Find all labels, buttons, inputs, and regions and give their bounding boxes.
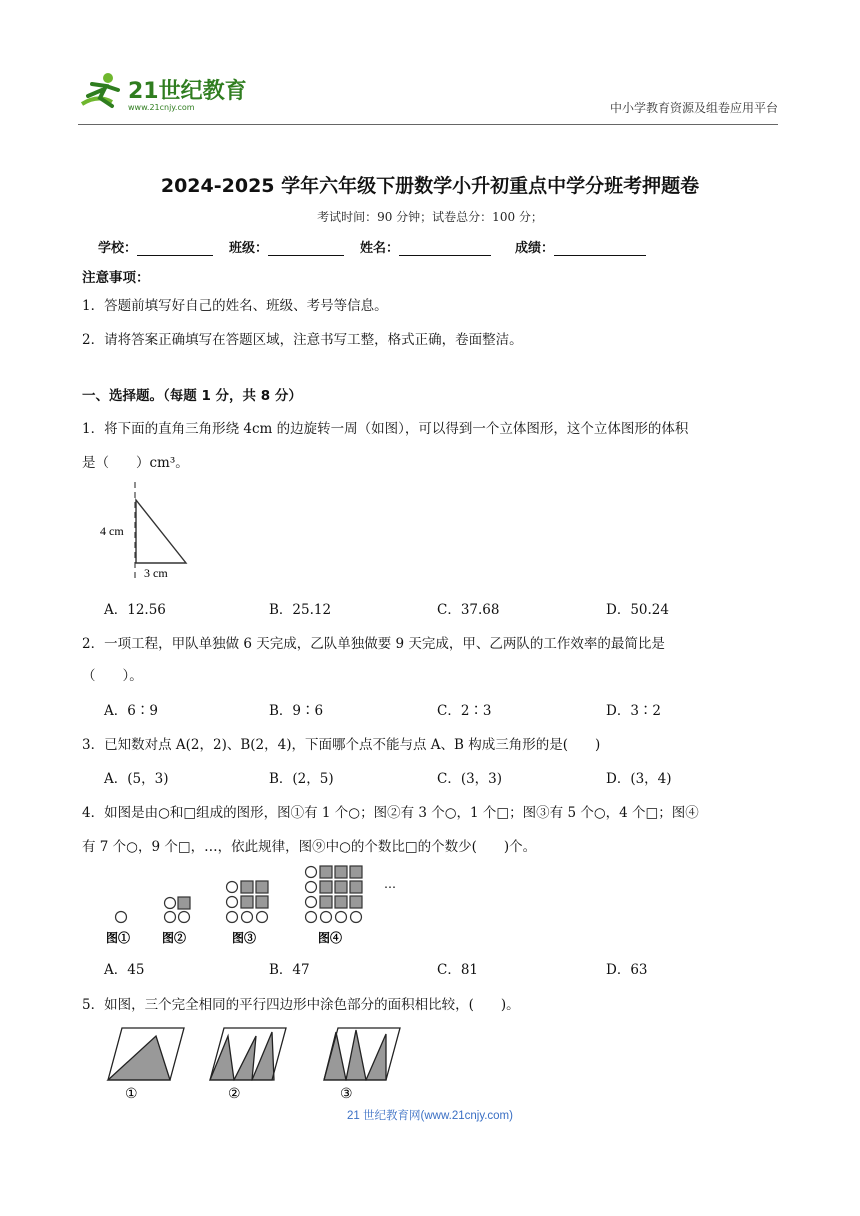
- option-a[interactable]: A．(5，3): [104, 771, 169, 787]
- question-2-text: 2．一项工程，甲队单独做 6 天完成，乙队单独做要 9 天完成，甲、乙两队的工作效率的最简比是: [82, 636, 665, 652]
- base-label: 3 cm: [144, 566, 168, 580]
- notes-heading: 注意事项：: [82, 270, 150, 286]
- runner-logo-icon: [78, 68, 248, 116]
- section-heading: 一、选择题。（每题 1 分，共 8 分）: [82, 388, 302, 404]
- note-item: 1．答题前填写好自己的姓名、班级、考号等信息。: [82, 298, 388, 314]
- option-c[interactable]: C．37.68: [437, 602, 500, 618]
- note-item: 2．请将答案正确填写在答题区域，注意书写工整，格式正确，卷面整洁。: [82, 332, 523, 348]
- pattern-figure: [104, 860, 404, 948]
- class-field[interactable]: [229, 237, 344, 256]
- question-3-text: 3．已知数对点 A(2，2)、B(2，4)，下面哪个点不能与点 A、B 构成三角形的是( ): [82, 737, 601, 753]
- exam-info: 考试时间：90 分钟；试卷总分：100 分；: [317, 210, 543, 224]
- question-2-text-cont: （ ）。: [82, 668, 143, 684]
- footer-link[interactable]: 21 世纪教育网(www.21cnjy.com): [347, 1110, 513, 1122]
- svg-text:21世纪教育: 21世纪教育: [128, 79, 247, 104]
- question-4-text-cont: 有 7 个○，9 个□，…，依此规律，图⑨中○的个数比□的个数少( )个。: [82, 839, 537, 855]
- option-d[interactable]: D．50.24: [606, 602, 669, 618]
- name-field[interactable]: [360, 237, 499, 256]
- figure-label: 图③: [232, 931, 257, 945]
- height-label: 4 cm: [100, 524, 124, 538]
- figure-label: ①: [125, 1086, 138, 1102]
- question-5-text: 5．如图，三个完全相同的平行四边形中涂色部分的面积相比较，( )。: [82, 997, 520, 1013]
- school-label: 学校：: [98, 241, 138, 256]
- header-divider: [78, 124, 778, 125]
- option-b[interactable]: B．(2，5): [269, 771, 334, 787]
- option-b[interactable]: B．47: [269, 962, 310, 978]
- figure-label: 图④: [318, 931, 343, 945]
- option-c[interactable]: C．2∶3: [437, 703, 492, 719]
- name-label: 姓名：: [360, 241, 400, 256]
- platform-label: 中小学教育资源及组卷应用平台: [609, 101, 778, 115]
- ellipsis-label: …: [384, 877, 396, 891]
- score-field[interactable]: [515, 237, 646, 256]
- score-label: 成绩：: [515, 241, 555, 256]
- option-b[interactable]: B．9∶6: [269, 703, 324, 719]
- option-a[interactable]: A．12.56: [104, 602, 166, 618]
- option-d[interactable]: D．3∶2: [606, 703, 662, 719]
- question-1-text-cont: 是（ ）cm³。: [82, 455, 189, 471]
- figure-label: ②: [228, 1086, 241, 1102]
- option-a[interactable]: A．6∶9: [104, 703, 158, 719]
- figure-label: ③: [340, 1086, 353, 1102]
- triangle-figure: [98, 480, 198, 582]
- parallelograms-figure: [104, 1024, 404, 1102]
- brand-logo: [78, 68, 248, 116]
- option-a[interactable]: A．45: [104, 962, 145, 978]
- svg-text:www.21cnjy.com: www.21cnjy.com: [128, 103, 195, 112]
- page-title: 2024-2025 学年六年级下册数学小升初重点中学分班考押题卷: [160, 175, 700, 197]
- option-d[interactable]: D．63: [606, 962, 648, 978]
- option-d[interactable]: D．(3，4): [606, 771, 672, 787]
- student-info-row: [98, 237, 662, 256]
- question-1-text: 1．将下面的直角三角形绕 4cm 的边旋转一周（如图），可以得到一个立体图形，这个立体图形的体积: [82, 421, 689, 437]
- option-c[interactable]: C．81: [437, 962, 479, 978]
- class-label: 班级：: [229, 241, 269, 256]
- school-field[interactable]: [98, 237, 213, 256]
- figure-label: 图①: [106, 931, 131, 945]
- option-b[interactable]: B．25.12: [269, 602, 332, 618]
- question-4-text: 4．如图是由○和□组成的图形，图①有 1 个○；图②有 3 个○，1 个□；图③有 5 个○，4 个□；图④: [82, 805, 699, 821]
- figure-label: 图②: [162, 931, 187, 945]
- option-c[interactable]: C．(3，3): [437, 771, 503, 787]
